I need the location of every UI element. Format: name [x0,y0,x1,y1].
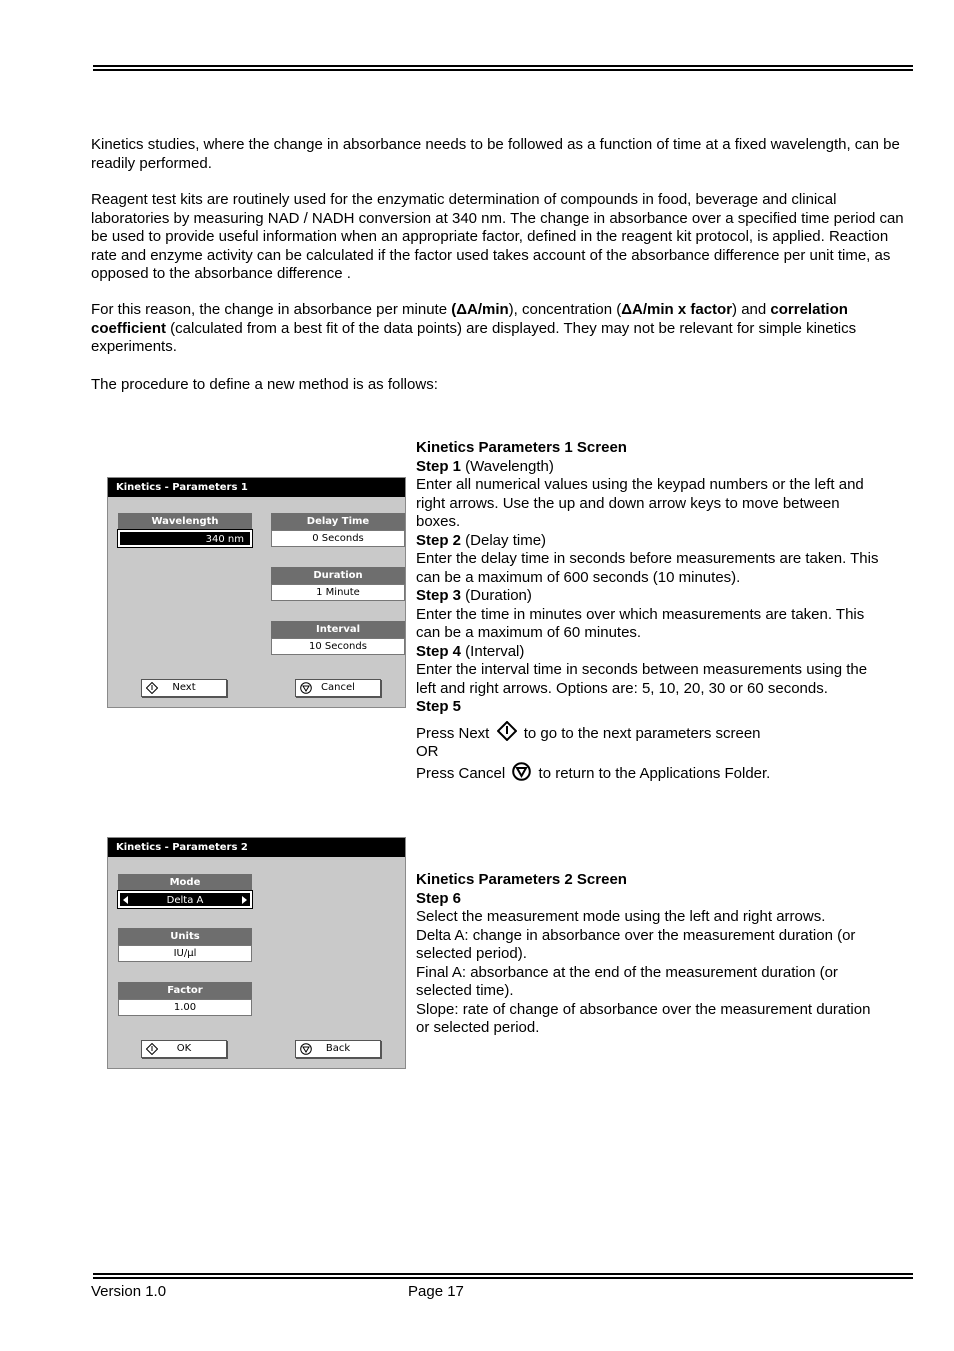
back-button[interactable] [295,1040,381,1058]
step5-label: Step 5 [416,698,462,715]
mode-label: Mode [118,874,252,891]
interval-field[interactable] [271,621,405,655]
step5-next-text: to go to the next parameters screen [523,724,761,742]
step5-cancel-text: to return to the Applications Folder. [538,764,771,782]
step4-label: Step 4 [416,642,462,660]
screen1-title: Kinetics - Parameters 1 [108,478,405,497]
ok-icon [146,1043,158,1055]
header-rule-bottom [93,69,913,71]
ok-button-label: OK [176,1043,192,1054]
footer-version: Version 1.0 [91,1283,167,1300]
step3-text: Enter the time in minutes over which measurements are taken. This can be a maximum of 60 minutes. [416,605,865,641]
p3-text-e: ) and [732,301,771,318]
cancel-button[interactable] [295,679,381,697]
step5-press-next: Press Next [416,724,490,742]
header-rule-top [93,65,913,67]
wavelength-label: Wavelength [118,513,252,530]
steps-2-text [416,871,886,1038]
mode-delta-text: Delta A: change in absorbance over the measurement duration (or selected period). [416,926,856,962]
mode-slope-text: Slope: rate of change of absorbance over the measurement duration or selected period. [416,1000,871,1036]
steps1-heading: Kinetics Parameters 1 Screen [416,439,627,456]
step2-label: Step 2 [416,531,462,549]
step1-label: Step 1 [416,457,462,475]
wavelength-field[interactable] [118,513,252,547]
p3-text-a: For this reason, the change in absorbance per minute [91,301,452,318]
intro-paragraph-3 [91,301,911,357]
step5-press-cancel: Press Cancel [416,764,506,782]
p3-delta-factor: ΔA/min x factor [621,301,733,318]
mode-field[interactable] [118,874,252,908]
mode-right-arrow-icon[interactable] [242,896,247,904]
units-field[interactable] [118,928,252,962]
intro-paragraph-4: The procedure to define a new method is as follows: [91,376,438,393]
delay-time-field[interactable] [271,513,405,547]
intro-paragraph-2: Reagent test kits are routinely used for the enzymatic determination of compounds in food, beverage and clinical laboratories by measuring NAD / NADH conversion at 340 nm. The change in absorbance over a specified time period can be used to provide useful information when an appropriate factor, defined in the reagent kit protocol, is applied. Reaction rate and enzyme activity can be calculated if the factor used takes account of the absorbance difference per unit time, as opposed to the absorbance difference . [91,191,904,282]
mode-value-text: Delta A [166,895,204,906]
step5-or: OR [416,743,439,760]
step2-name: (Delay time) [461,531,547,549]
factor-label: Factor [118,982,252,999]
kinetics-parameters-1-screen [107,477,406,708]
ok-button[interactable] [141,1040,227,1058]
p3-text-g: (calculated from a best fit of the data points) are displayed. They may not be relevant for simple kinetics experiments. [91,319,857,355]
step6-label: Step 6 [416,889,462,907]
footer-rule-bottom [93,1277,913,1279]
step3-name: (Duration) [461,587,532,604]
delay-time-label: Delay Time [271,513,405,530]
back-icon [300,1043,312,1055]
footer-rule-top [93,1273,913,1275]
duration-value[interactable]: 1 Minute [271,584,405,601]
cancel-icon [300,682,312,694]
p3-correlation: correlation coefficient [91,301,848,337]
units-value[interactable]: IU/µl [118,945,252,962]
interval-value[interactable]: 10 Seconds [271,638,405,655]
step1-text: Enter all numerical values using the keypad numbers or the left and right arrows. Use the up and down arrow keys to move between boxes. [416,476,864,530]
step4-text: Enter the interval time in seconds between measurements using the left and right arrows. Options are: 5, 10, 20, 30 or 60 seconds. [416,661,868,697]
next-key-icon [497,721,517,741]
delay-time-value[interactable]: 0 Seconds [271,530,405,547]
duration-field[interactable] [271,567,405,601]
next-button[interactable] [141,679,227,697]
cancel-button-label: Cancel [321,682,355,693]
kinetics-parameters-2-screen [107,837,406,1069]
factor-value[interactable]: 1.00 [118,999,252,1016]
footer-page-number: Page 17 [408,1283,464,1300]
mode-final-text: Final A: absorbance at the end of the measurement duration (or selected time). [416,963,838,999]
screen2-title: Kinetics - Parameters 2 [108,838,405,857]
p3-delta-a-min: (ΔA/min [451,301,509,318]
step6-text: Select the measurement mode using the left and right arrows. [416,908,826,925]
factor-field[interactable] [118,982,252,1016]
step2-text: Enter the delay time in seconds before measurements are taken. This can be a maximum of 600 seconds (10 minutes). [416,550,879,586]
wavelength-value[interactable]: 340 nm [118,530,252,547]
units-label: Units [118,928,252,945]
step1-name: (Wavelength) [461,457,554,475]
steps2-heading: Kinetics Parameters 2 Screen [416,871,627,888]
intro-paragraph-1: Kinetics studies, where the change in absorbance needs to be followed as a function of time at a fixed wavelength, can be readily performed. [91,136,900,172]
step3-label: Step 3 [416,587,462,604]
step4-name: (Interval) [461,642,525,660]
steps-1-text [416,439,886,783]
duration-label: Duration [271,567,405,584]
back-button-label: Back [325,1043,351,1054]
mode-left-arrow-icon[interactable] [123,896,128,904]
mode-value[interactable] [118,891,252,908]
next-icon [146,682,158,694]
p3-text-c: ), concentration ( [508,301,622,318]
cancel-key-icon [512,762,531,781]
interval-label: Interval [271,621,405,638]
next-button-label: Next [172,682,196,693]
